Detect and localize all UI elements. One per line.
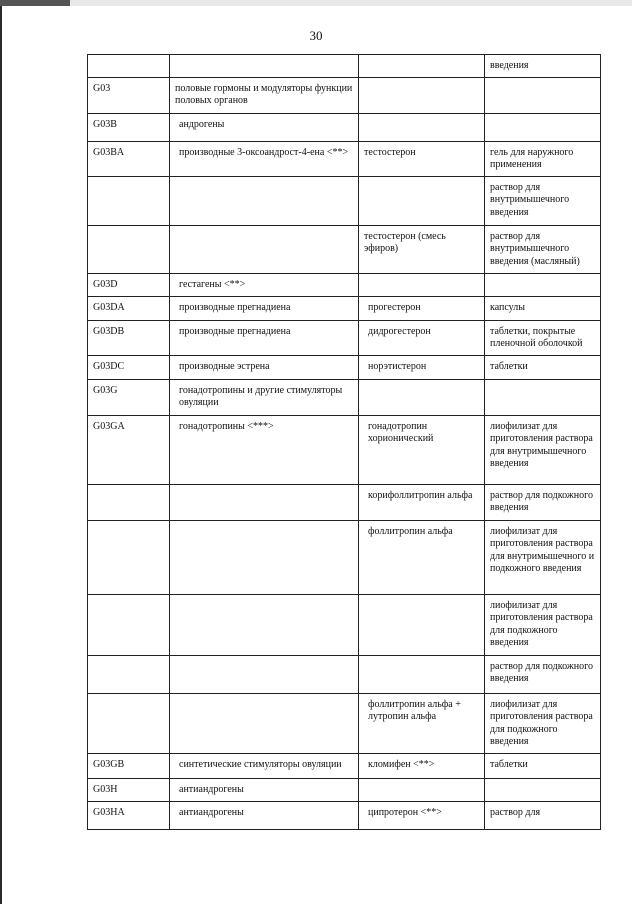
atc-code-cell: G03HA xyxy=(88,801,170,829)
table-row xyxy=(88,77,601,113)
anatomical-group-cell: половые гормоны и модуляторы функции половых органов xyxy=(170,77,359,113)
drug-name-cell: гонадотропин хорионический xyxy=(359,415,485,484)
table-row xyxy=(88,355,601,379)
atc-code-cell: G03BA xyxy=(88,141,170,176)
drug-name-cell xyxy=(359,113,485,141)
dosage-form-cell: раствор для внутримышечного введения (масляный) xyxy=(485,225,601,273)
table-row xyxy=(88,801,601,829)
dosage-form-cell xyxy=(485,778,601,801)
anatomical-group-cell: гонадотропины и другие стимуляторы овуляции xyxy=(170,379,359,415)
drug-name-cell xyxy=(359,176,485,225)
table-row xyxy=(88,296,601,320)
atc-code-cell xyxy=(88,520,170,594)
anatomical-group-cell: антиандрогены xyxy=(170,801,359,829)
table-row xyxy=(88,594,601,655)
atc-code-cell: G03B xyxy=(88,113,170,141)
scan-top-edge xyxy=(0,0,632,6)
atc-code-cell xyxy=(88,55,170,78)
drug-name-cell xyxy=(359,55,485,78)
drug-name-cell: корифоллитропин альфа xyxy=(359,484,485,520)
table-row xyxy=(88,778,601,801)
atc-code-cell xyxy=(88,655,170,693)
anatomical-group-cell: гонадотропины <***> xyxy=(170,415,359,484)
table-row xyxy=(88,176,601,225)
anatomical-group-cell: антиандрогены xyxy=(170,778,359,801)
atc-code-cell: G03DC xyxy=(88,355,170,379)
anatomical-group-cell xyxy=(170,655,359,693)
anatomical-group-cell: производные 3-оксоандрост-4-ена <**> xyxy=(170,141,359,176)
scan-left-edge xyxy=(0,0,2,904)
drug-name-cell: дидрогестерон xyxy=(359,320,485,355)
table-row xyxy=(88,693,601,753)
drug-name-cell xyxy=(359,379,485,415)
table-row xyxy=(88,415,601,484)
dosage-form-cell xyxy=(485,113,601,141)
anatomical-group-cell: производные прегнадиена xyxy=(170,296,359,320)
atc-code-cell: G03 xyxy=(88,77,170,113)
drug-name-cell: прогестерон xyxy=(359,296,485,320)
dosage-form-cell: раствор для xyxy=(485,801,601,829)
dosage-form-cell: введения xyxy=(485,55,601,78)
drug-name-cell: тестостерон xyxy=(359,141,485,176)
atc-code-cell: G03D xyxy=(88,273,170,296)
dosage-form-cell: капсулы xyxy=(485,296,601,320)
dosage-form-cell xyxy=(485,379,601,415)
anatomical-group-cell: гестагены <**> xyxy=(170,273,359,296)
table-row xyxy=(88,379,601,415)
atc-code-cell xyxy=(88,693,170,753)
drug-classification-table xyxy=(87,54,601,830)
anatomical-group-cell: производные эстрена xyxy=(170,355,359,379)
anatomical-group-cell: производные прегнадиена xyxy=(170,320,359,355)
page-number: 30 xyxy=(309,28,323,43)
table-row xyxy=(88,225,601,273)
dosage-form-cell xyxy=(485,77,601,113)
table-row xyxy=(88,273,601,296)
anatomical-group-cell xyxy=(170,484,359,520)
anatomical-group-cell xyxy=(170,693,359,753)
table-row xyxy=(88,753,601,778)
dosage-form-cell: раствор для подкожного введения xyxy=(485,655,601,693)
drug-name-cell: фоллитропин альфа xyxy=(359,520,485,594)
atc-code-cell xyxy=(88,484,170,520)
drug-name-cell: ципротерон <**> xyxy=(359,801,485,829)
drug-name-cell: норэтистерон xyxy=(359,355,485,379)
anatomical-group-cell xyxy=(170,520,359,594)
atc-code-cell xyxy=(88,176,170,225)
anatomical-group-cell xyxy=(170,55,359,78)
table-row xyxy=(88,55,601,78)
dosage-form-cell: лиофилизат для приготовления раствора для подкожного введения xyxy=(485,594,601,655)
dosage-form-cell: раствор для подкожного введения xyxy=(485,484,601,520)
table-row xyxy=(88,520,601,594)
dosage-form-cell: таблетки xyxy=(485,355,601,379)
dosage-form-cell: лиофилизат для приготовления раствора для подкожного введения xyxy=(485,693,601,753)
atc-code-cell xyxy=(88,594,170,655)
dosage-form-cell: таблетки, покрытые пленочной оболочкой xyxy=(485,320,601,355)
table-row xyxy=(88,320,601,355)
table-row xyxy=(88,113,601,141)
atc-code-cell: G03GB xyxy=(88,753,170,778)
table-row xyxy=(88,655,601,693)
anatomical-group-cell: синтетические стимуляторы овуляции xyxy=(170,753,359,778)
atc-code-cell xyxy=(88,225,170,273)
anatomical-group-cell xyxy=(170,594,359,655)
dosage-form-cell: раствор для внутримышечного введения xyxy=(485,176,601,225)
atc-code-cell: G03DA xyxy=(88,296,170,320)
dosage-form-cell: лиофилизат для приготовления раствора для внутримышечного введения xyxy=(485,415,601,484)
table-row xyxy=(88,484,601,520)
atc-code-cell: G03G xyxy=(88,379,170,415)
drug-name-cell xyxy=(359,655,485,693)
drug-name-cell xyxy=(359,778,485,801)
anatomical-group-cell xyxy=(170,225,359,273)
dosage-form-cell: лиофилизат для приготовления раствора для внутримышечного и подкожного введения xyxy=(485,520,601,594)
drug-name-cell: тестостерон (смесь эфиров) xyxy=(359,225,485,273)
dosage-form-cell: таблетки xyxy=(485,753,601,778)
anatomical-group-cell: андрогены xyxy=(170,113,359,141)
drug-name-cell xyxy=(359,594,485,655)
anatomical-group-cell xyxy=(170,176,359,225)
drug-name-cell xyxy=(359,77,485,113)
atc-code-cell: G03GA xyxy=(88,415,170,484)
drug-name-cell: фоллитропин альфа + лутропин альфа xyxy=(359,693,485,753)
table-row xyxy=(88,141,601,176)
drug-name-cell: кломифен <**> xyxy=(359,753,485,778)
atc-code-cell: G03H xyxy=(88,778,170,801)
dosage-form-cell xyxy=(485,273,601,296)
drug-name-cell xyxy=(359,273,485,296)
dosage-form-cell: гель для наружного применения xyxy=(485,141,601,176)
atc-code-cell: G03DB xyxy=(88,320,170,355)
scan-top-mark xyxy=(0,0,70,6)
